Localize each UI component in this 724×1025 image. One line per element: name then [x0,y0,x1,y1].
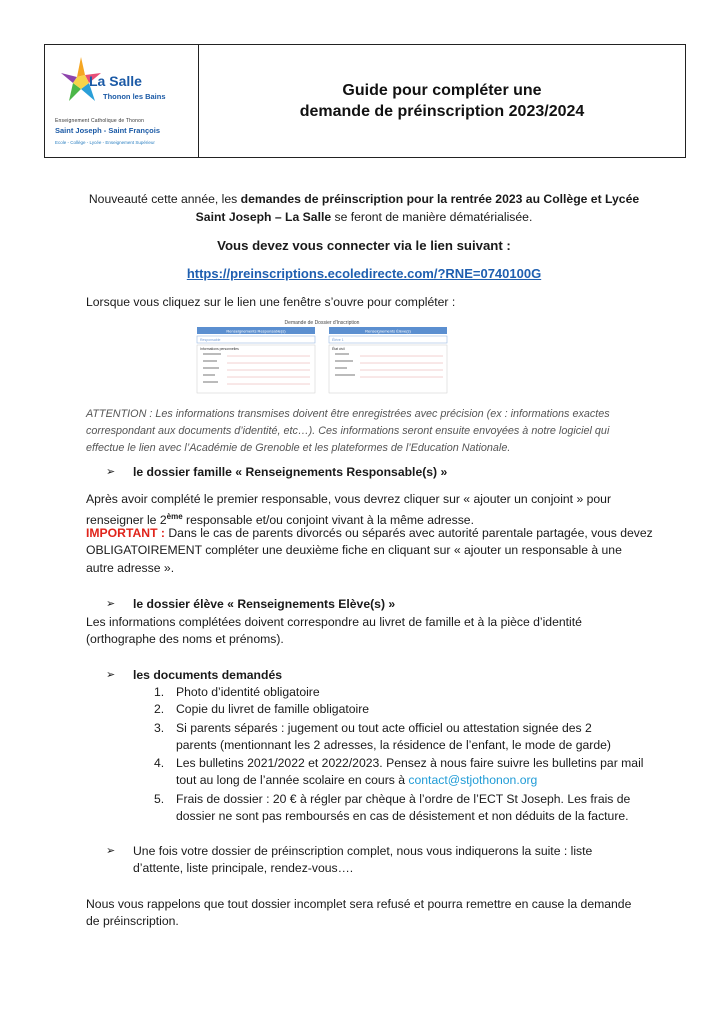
doc-item-number: 3. [154,721,165,735]
important-label: IMPORTANT : [86,526,165,540]
logo-name: La Salle [89,73,142,89]
title-line-1: Guide pour compléter une [342,82,542,99]
logo [45,45,199,157]
famille-p1-text-2: responsable et/ou conjoint vivant à la même adresse. [182,513,474,528]
preinscription-link[interactable]: https://preinscriptions.ecoledirecte.com/?RNE=0740100G [186,266,542,281]
arrow-bullet-icon: ➢ [106,845,116,857]
famille-p2-text: Dans le cas de parents divorcés ou séparés avec autorité parentale partagée, vous devez [164,526,653,540]
form-preview-title: Demande de Dossier d'Inscription [284,320,360,326]
form-preview-right-section: État civil [332,347,345,351]
intro-line-2 [44,209,684,226]
logo-tagline: Enseignement Catholique de Thonon [55,118,145,124]
famille-heading: le dossier famille « Renseignements Responsable(s) » [133,465,448,479]
closing-line-1: Nous vous rappelons que tout dossier incomplet sera refusé et pourra remettre en cause la demande [86,897,632,911]
form-preview-right-header: Renseignements Élève(s) [365,328,411,334]
doc-item-jugement-line-1: Si parents séparés : jugement ou tout acte officiel ou attestation signée des 2 [176,721,592,735]
window-text: Lorsque vous cliquez sur le lien une fenêtre s’ouvre pour compléter : [86,295,456,309]
suite-line-1: Une fois votre dossier de préinscription complet, nous vous indiquerons la suite : liste [133,844,593,858]
arrow-bullet-icon: ➢ [106,669,116,681]
doc-item-bulletins-line-2 [176,772,537,789]
arrow-bullet-icon: ➢ [106,466,116,478]
doc-item-photo: Photo d’identité obligatoire [176,685,320,699]
eleve-line-2: (orthographe des noms et prénoms). [86,632,284,646]
eleve-heading: le dossier élève « Renseignements Elève(s) » [133,597,396,611]
form-preview-right-select: Élève 1 [332,338,344,342]
form-preview-left-section: Informations personnelles [200,347,239,351]
intro-bold: demandes de préinscription pour la rentrée 2023 au Collège et Lycée [240,192,640,206]
closing-line-2: de préinscription. [86,914,179,928]
intro-school: Saint Joseph – La Salle [195,210,332,224]
title-line-2: demande de préinscription 2023/2024 [299,103,585,120]
bulletins-text: tout au long de l’année scolaire en cours à [176,773,409,787]
form-screenshot [195,318,449,394]
header-box [44,44,686,158]
doc-item-jugement-line-2: parents (mentionnant les 2 adresses, la résidence de l’enfant, le mode de garde) [176,738,611,752]
famille-p1-text: renseigner le 2 [86,513,167,528]
eleve-line-1: Les informations complétées doivent correspondre au livret de famille et à la pièce d’identité [86,615,582,629]
attention-line-3: effectue le lien avec l’Académie de Grenoble et les plateformes de l’Education Nationale. [86,442,511,454]
form-preview-left-select: Responsable [200,338,221,342]
intro-text-2: se feront de manière dématérialisée. [331,210,533,224]
arrow-bullet-icon: ➢ [106,598,116,610]
contact-email-link[interactable]: contact@stjothonon.org [408,773,538,787]
form-preview-left-header: Renseignements Responsable(s) [226,328,286,334]
connect-instruction: Vous devez vous connecter via le lien suivant : [217,238,511,253]
link-row [44,265,684,283]
doc-item-livret: Copie du livret de famille obligatoire [176,702,370,716]
famille-p1-line-1: Après avoir complété le premier responsable, vous devrez cliquer sur « ajouter un conjoint » pour [86,492,612,506]
doc-item-number: 5. [154,792,165,806]
intro-text: Nouveauté cette année, les [88,192,241,206]
logo-levels: Ecole - Collège - Lycée - Enseignement Supérieur [55,140,155,145]
documents-heading: les documents demandés [133,668,283,682]
doc-item-number: 1. [154,685,165,699]
famille-p2-line-3: autre adresse ». [86,561,175,575]
famille-p2-line-2: OBLIGATOIREMENT compléter une deuxième fiche en cliquant sur « ajouter un responsable à une [86,543,622,557]
suite-line-2: d’attente, liste principale, rendez-vous…. [133,861,354,875]
doc-item-frais-line-2: dossier ne sont pas remboursés en cas de désistement et non déduits de la facture. [176,809,629,823]
doc-item-bulletins-line-1: Les bulletins 2021/2022 et 2022/2023. Pensez à nous faire suivre les bulletins par mail [176,756,644,770]
attention-line-2: correspondant aux documents d’identité, etc…). Ces informations seront ensuite envoyées à notre logiciel qui [86,425,610,437]
page-title [199,45,685,157]
doc-item-number: 4. [154,756,165,770]
doc-item-frais-line-1: Frais de dossier : 20 € à régler par chèque à l’ordre de l’ECT St Joseph. Les frais de [176,792,631,806]
doc-item-number: 2. [154,702,165,716]
famille-p2-line-1 [86,525,653,542]
logo-school-name: Saint Joseph - Saint François [55,126,161,135]
intro-line-1 [44,191,684,208]
attention-line-1: ATTENTION : Les informations transmises doivent être enregistrées avec précision (ex : informations exactes [86,408,610,420]
logo-city: Thonon les Bains [103,92,166,101]
famille-p1-sup: ème [166,512,183,521]
